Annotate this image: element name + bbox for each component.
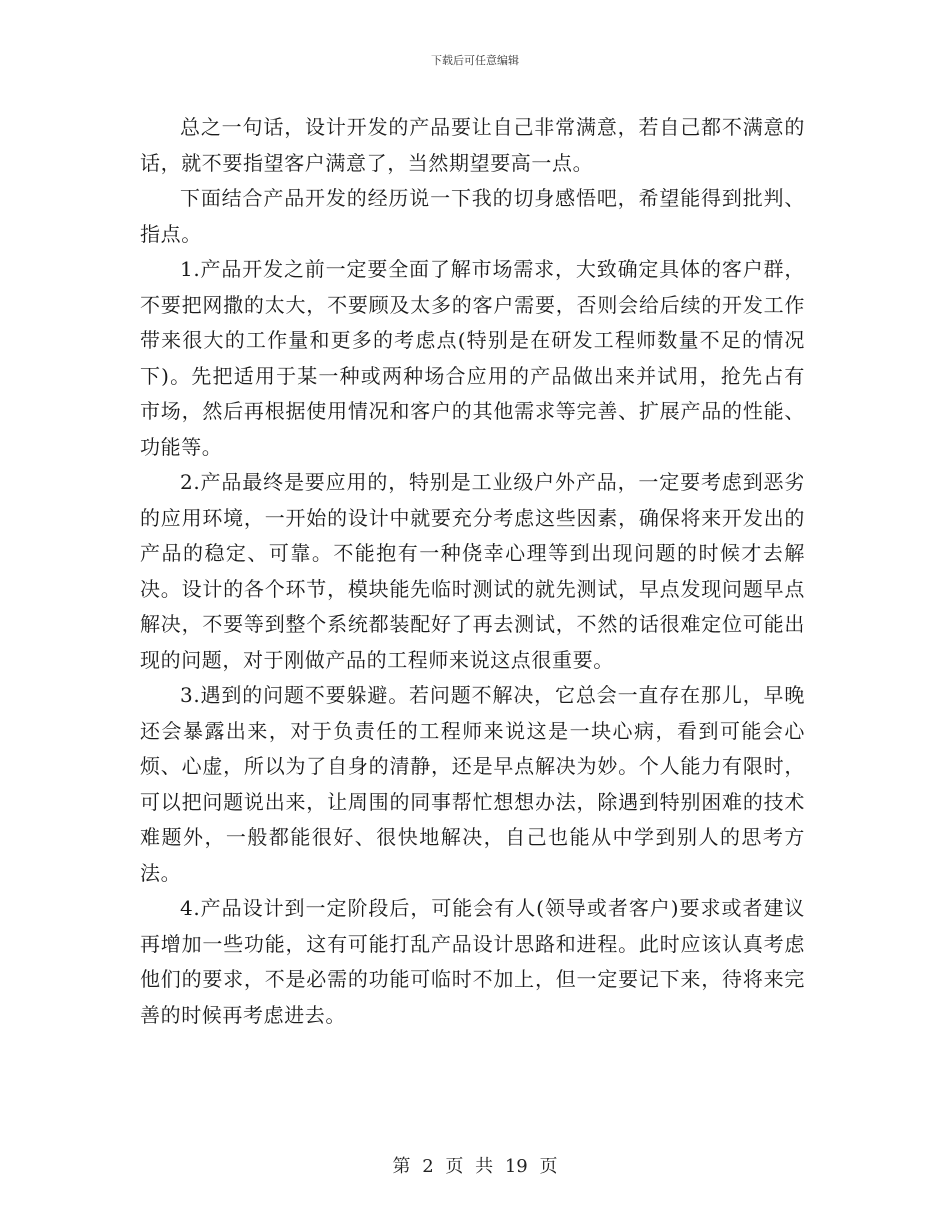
paragraph-point-2: 2.产品最终是要应用的，特别是工业级户外产品，一定要考虑到恶劣的应用环境，一开始的设计中就要充分考虑这些因素，确保将来开发出的产品的稳定、可靠。不能抱有一种侥幸心理等到出现问题的时候才去解决。设计的各个环节，模块能先临时测试的就先测试，早点发现问题早点解决，不要等到整个系统都装配好了再去测试，不然的话很难定位可能出现的问题，对于刚做产品的工程师来说这点很重要。: [140, 470, 805, 672]
paragraph-intro: 下面结合产品开发的经历说一下我的切身感悟吧，希望能得到批判、指点。: [140, 186, 805, 246]
document-body: [140, 110, 805, 1033]
paragraph-point-3: 3.遇到的问题不要躲避。若问题不解决，它总会一直存在那儿，早晚还会暴露出来，对于负责任的工程师来说这是一块心病，看到可能会心烦、心虚，所以为了自身的清静，还是早点解决为妙。个人能力有限时，可以把问题说出来，让周围的同事帮忙想想办法，除遇到特别困难的技术难题外，一般都能很好、很快地解决，自己也能从中学到别人的思考方法。: [140, 683, 805, 885]
paragraph-summary: 总之一句话，设计开发的产品要让自己非常满意，若自己都不满意的话，就不要指望客户满意了，当然期望要高一点。: [140, 115, 805, 175]
paragraph-point-1: 1.产品开发之前一定要全面了解市场需求，大致确定具体的客户群，不要把网撒的太大，不要顾及太多的客户需要，否则会给后续的开发工作带来很大的工作量和更多的考虑点(特别是在研发工程师数量不足的情况下)。先把适用于某一种或两种场合应用的产品做出来并试用，抢先占有市场，然后再根据使用情况和客户的其他需求等完善、扩展产品的性能、功能等。: [140, 257, 805, 459]
paragraph-point-4: 4.产品设计到一定阶段后，可能会有人(领导或者客户)要求或者建议再增加一些功能，这有可能打乱产品设计思路和进程。此时应该认真考虑他们的要求，不是必需的功能可临时不加上，但一定要记下来，待将来完善的时候再考虑进去。: [140, 896, 805, 1027]
page-number-footer: 第 2 页 共 19 页: [392, 1156, 558, 1177]
page-header: 下载后可任意编辑: [431, 54, 519, 67]
